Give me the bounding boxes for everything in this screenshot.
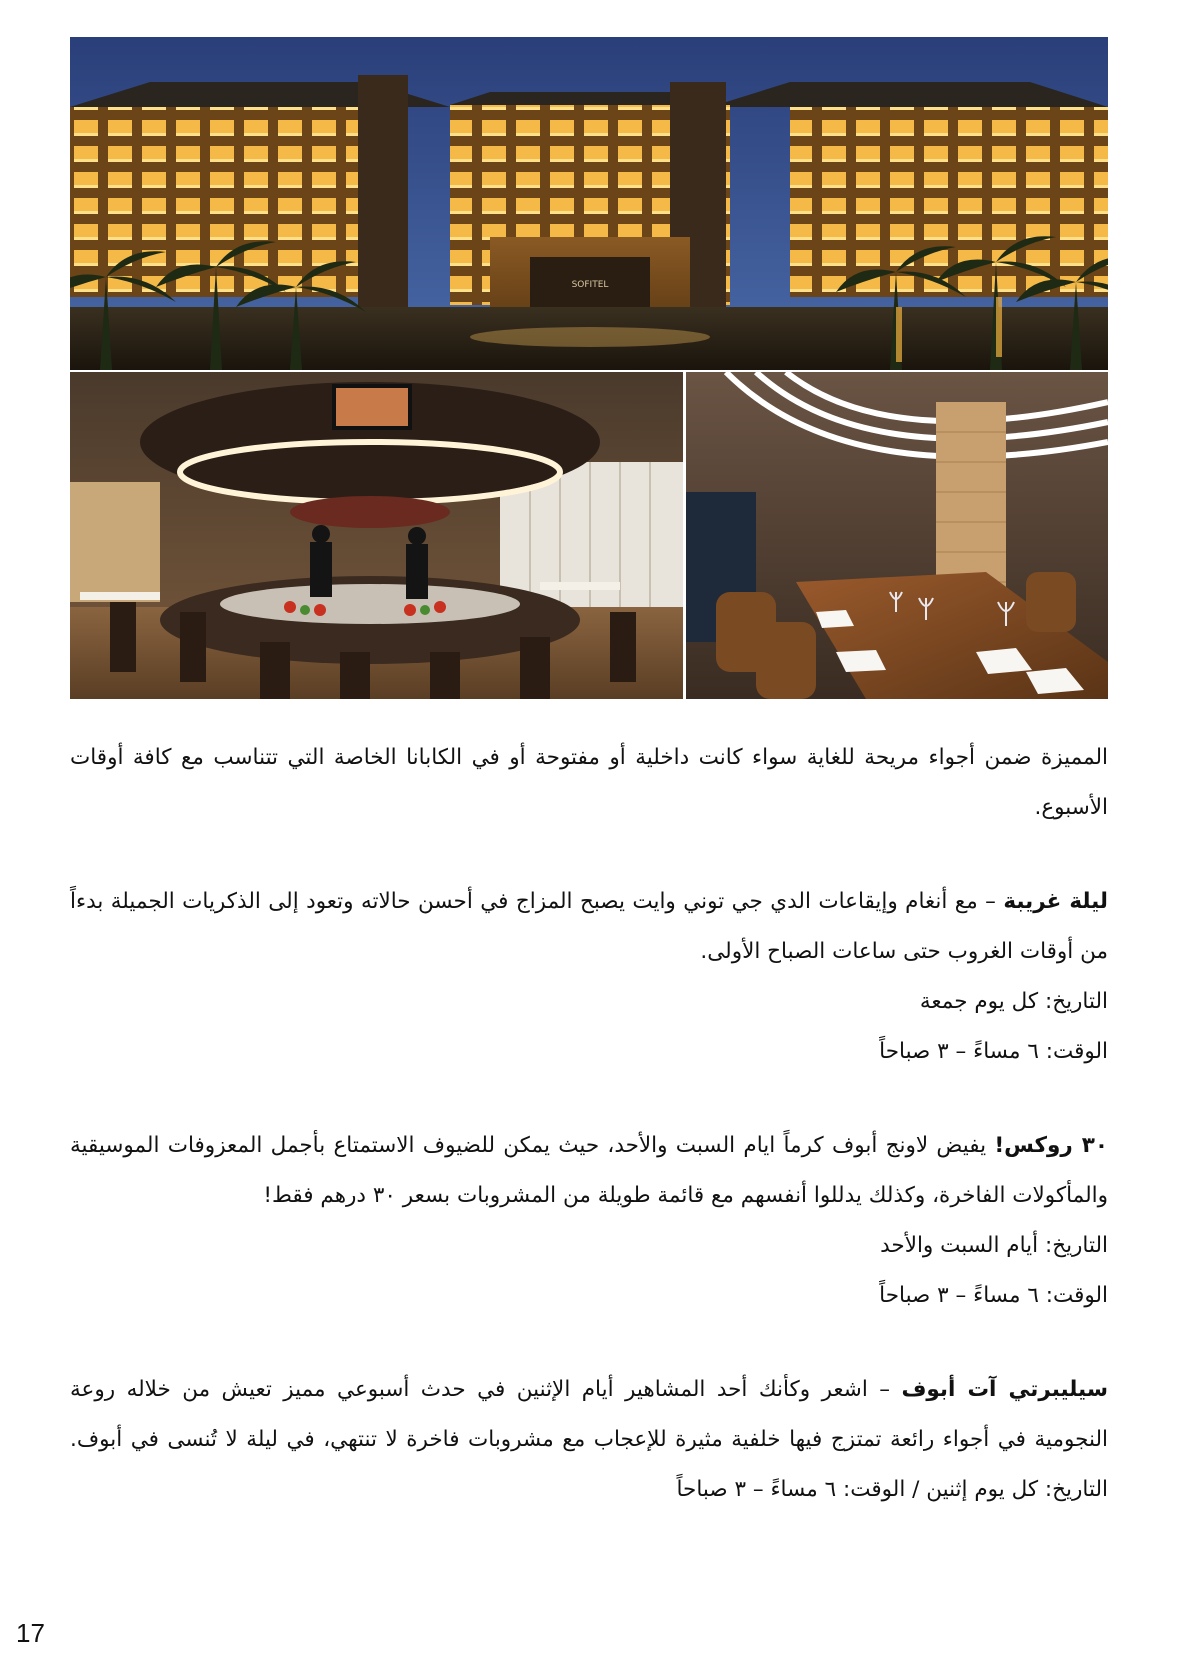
hotel-exterior-photo [70,37,1108,370]
event-title: سيليبرتي آت أبوف [901,1377,1108,1402]
svg-text:SOFITEL: SOFITEL [571,280,609,290]
event-description: – مع أنغام وإيقاعات الدي جي توني وايت يصبح المزاج في أحسن حالاته وتعود إلى الذكريات الجميلة بدءاً من أوقات الغروب حتى ساعات الصباح الأولى. [70,889,1108,964]
event-30-rocks [70,1121,1108,1321]
paragraph-spacer [70,1077,1108,1121]
event-date: التاريخ: كل يوم جمعة [919,989,1108,1014]
event-title: ٣٠ روكس! [994,1133,1108,1158]
paragraph-spacer [70,833,1108,877]
cooking-station-photo [70,372,683,699]
dining-hall-photo [686,372,1108,699]
article-body [70,733,1108,1515]
intro-paragraph [70,733,1108,833]
event-time: الوقت: ٦ مساءً – ٣ صباحاً [879,1039,1108,1064]
event-time: الوقت: ٦ مساءً – ٣ صباحاً [879,1283,1108,1308]
event-description: يفيض لاونج أبوف كرماً ايام السبت والأحد، حيث يمكن للضيوف الاستمتاع بأجمل المعزوفات الموسيقية والمأكولات الفاخرة، وكذلك يدللوا أنفسهم مع قائمة طويلة من المشروبات بسعر ٣٠ درهم فقط! [70,1133,1108,1208]
event-title: ليلة غريبة [1003,889,1108,914]
photo-collage [70,37,1108,699]
dining-hall-illustration [686,372,1108,699]
event-date: التاريخ: أيام السبت والأحد [880,1233,1108,1258]
intro-text: المميزة ضمن أجواء مريحة للغاية سواء كانت داخلية أو مفتوحة أو في الكابانا الخاصة التي تتناسب مع كافة أوقات الأسبوع. [70,745,1108,820]
hotel-exterior-illustration [70,37,1108,370]
event-weird-night [70,877,1108,1077]
page-number: 17 [16,1618,45,1648]
cooking-station-illustration [70,372,683,699]
event-celebrity-at-above [70,1365,1108,1515]
paragraph-spacer [70,1321,1108,1365]
event-description: – اشعر وكأنك أحد المشاهير أيام الإثنين في حدث أسبوعي مميز تعيش من خلاله روعة النجومية في أجواء رائعة تمتزج فيها خلفية مثيرة للإعجاب مع مشروبات فاخرة لا تنتهي، في ليلة لا تُنسى في أبوف. التاريخ: كل يوم إثنين / الوقت: ٦ مساءً – ٣ صباحاً [70,1377,1108,1502]
